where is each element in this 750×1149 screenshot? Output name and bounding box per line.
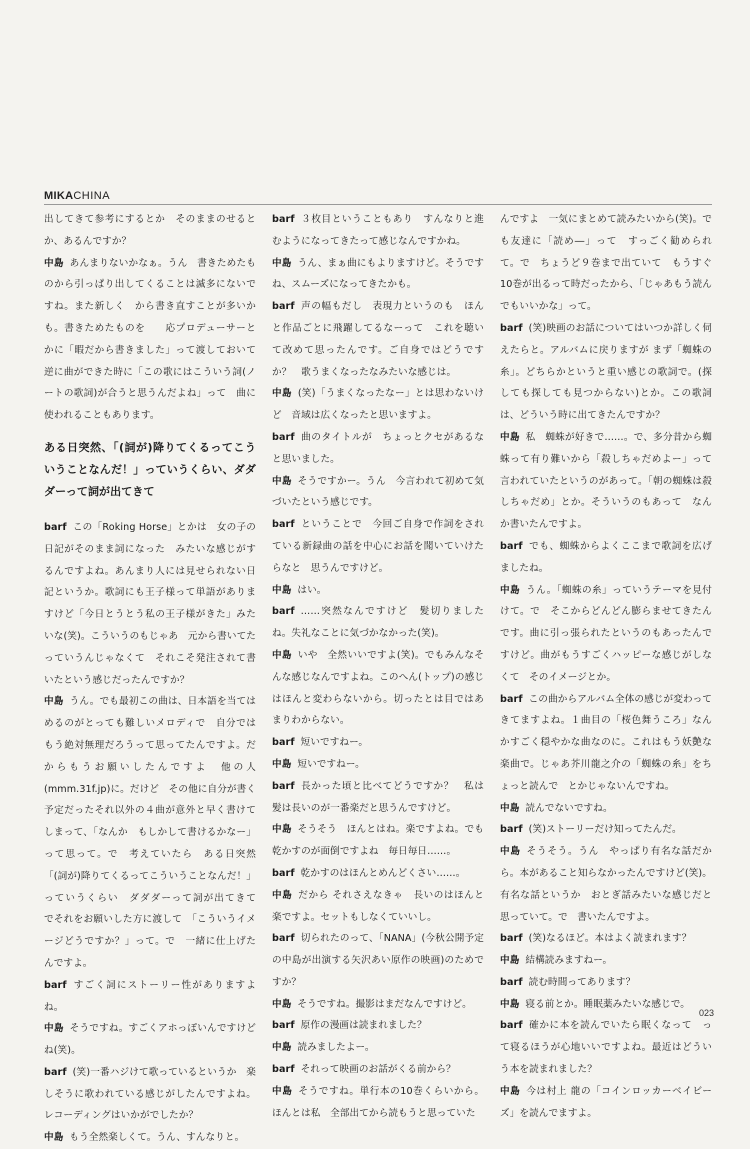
interview-paragraph: [272, 383, 484, 427]
paragraph-text: ……突然なんですけど 髪切りましたね。失礼なことに気づかなかった(笑)。: [272, 606, 484, 640]
paragraph-text: (笑)一番ハジけて歌っているというか 楽しそうに歌われている感じがしたんですよね。レコーディングはいかがでしたか？: [44, 1066, 256, 1122]
speaker-label: barf: [272, 1064, 295, 1076]
page-number: 023: [698, 1008, 714, 1018]
paragraph-text: いや 全然いいですよ(笑)。でもみんなそんな感じなんですよね。このへん(トップ)の感じはほんと変わらないから。切ったとは目ではあまりわからない。: [272, 649, 484, 727]
paragraph-text: それって映画のお話がくる前から？: [300, 1064, 456, 1076]
interview-paragraph: [500, 689, 712, 798]
speaker-label: barf: [500, 693, 523, 705]
column-2: [272, 209, 494, 1124]
paragraph-text: 曲のタイトルが ちょっとクセがあるなと思いました。: [272, 431, 484, 465]
paragraph-text: 声の幅もだし 表現力というのも ほんと作品ごとに飛躍してるなーって これを聴いて改めて思ったんです。ご自身ではどうですか？ 歌うまくなったなみたいな感じは。: [272, 301, 484, 378]
paragraph-text: 確かに本を読んでいたら眠くなって って寝るほうが心地いいですよね。最近はどういう本を読まれました？: [500, 1020, 712, 1076]
interview-paragraph: [272, 253, 484, 297]
speaker-label: 中島: [272, 758, 292, 770]
paragraph-text: 出してきて参考にするとか そのままのせるとか、あるんですか？: [44, 214, 256, 247]
paragraph-text: 原作の漫画は読まれました？: [300, 1020, 427, 1032]
speaker-label: 中島: [44, 1132, 64, 1144]
interview-paragraph: [500, 209, 712, 318]
paragraph-text: もう全然楽しくて。うん、すんなりと。: [69, 1132, 245, 1144]
speaker-label: barf: [272, 431, 295, 443]
interview-paragraph: [44, 1062, 256, 1127]
speaker-label: 中島: [500, 431, 520, 443]
interview-paragraph: [44, 1127, 256, 1149]
paragraph-text: うん、まぁ曲にもよりますけど。そうですね、スムーズになってきたかも。: [272, 257, 484, 291]
paragraph-text: この「Roking Horse」とかは 女の子の日記がそのまま詞になった みたいな感じがするんですよね。あんまり人には見せられない日記というか。歌詞にも王子様って単語がありますけど「今日とうとう私の王子様がきた」みたいな(笑)。こういうのもじゃあ 元から書いてたっていうんじゃなくて それこそ発注されて書いたという感じだったんですか？: [44, 521, 256, 686]
speaker-label: barf: [272, 214, 295, 225]
paragraph-text: (笑)「うまくなったなー」とは思わないけど 音域は広くなったと思いますよ。: [272, 388, 484, 422]
interview-paragraph: [272, 601, 484, 645]
speaker-label: 中島: [500, 584, 521, 596]
speaker-label: barf: [272, 780, 295, 792]
paragraph-text: でも、蜘蛛からよくここまで歌詞を広げましたね。: [500, 540, 712, 574]
interview-paragraph: [500, 580, 712, 689]
interview-paragraph: [500, 536, 712, 580]
speaker-label: 中島: [272, 1042, 292, 1054]
interview-paragraph: [44, 691, 266, 974]
interview-paragraph: [272, 1037, 484, 1059]
interview-paragraph: [500, 972, 712, 994]
paragraph-text: この曲からアルバム全体の感じが変わってきてますよね。１曲目の「桜色舞うころ」なんかすごく穏やかな曲なのに。これはもう妖艶な楽曲で。じゃあ芥川龍之介の「蜘蛛の糸」をちょっと読んで とかじゃないんですね。: [500, 693, 712, 792]
paragraph-text: (笑)ストーリーだけ知ってたんだ。: [528, 824, 682, 836]
interview-paragraph: [272, 819, 494, 863]
speaker-label: barf: [272, 1020, 295, 1032]
paragraph-text: 短いですねー。: [297, 758, 365, 770]
speaker-label: 中島: [272, 388, 292, 400]
column-3: [500, 209, 712, 1124]
magazine-section-header: [44, 190, 110, 202]
interview-paragraph: [500, 427, 712, 536]
brand-light: CHINA: [73, 190, 111, 202]
speaker-label: 中島: [500, 1085, 521, 1097]
column-1: [44, 209, 266, 1149]
speaker-label: barf: [500, 322, 523, 334]
interview-paragraph: [500, 1015, 712, 1080]
header-rule: [44, 204, 712, 205]
interview-paragraph: [272, 580, 484, 602]
paragraph-text: ３枚目ということもあり すんなりと進むようになってきたって感じなんですかね。: [272, 214, 484, 247]
interview-paragraph: [272, 863, 484, 885]
paragraph-text: 読む時間ってあります？: [528, 976, 636, 988]
speaker-label: 中島: [500, 998, 520, 1010]
interview-paragraph: [500, 798, 712, 820]
section-heading: ある日突然、「(詞が)降りてくるってこういうことなんだ！」っていうくらい、ダダダーって詞が出てきて: [44, 440, 256, 498]
paragraph-text: 切られたのって、「NANA」(今秋公開予定の中島が出演する矢沢あい原作の映画)のためですか？: [272, 933, 484, 988]
paragraph-text: んですよ 一気にまとめて読みたいから(笑)。でも友達に「読め―」って すっごく勧められて。で ちょうど９巻まで出ていて もうすぐ10巻が出るって時だったから、「じゃあもう読んでもいいかな」って。: [500, 214, 712, 313]
paragraph-text: あんまりないかなぁ。うん 書きためたものから引っぱり出してくることは滅多にないですね。また新しく から書き直すことが多いかも。書きためたものを 応プロデューサーとかに「暇だから書きました」って渡しておいて逆に曲ができた時に「この歌にはこういう詞(ノートの歌詞)が合うと思うんだよね」って 曲に使われることもあります。: [44, 257, 257, 422]
paragraph-text: そうですね。単行本の10巻くらいから。ほんとは私 全部出てから読もうと思っていた: [272, 1085, 485, 1119]
interview-paragraph: [500, 318, 712, 427]
speaker-label: 中島: [500, 802, 520, 814]
speaker-label: barf: [500, 540, 523, 552]
interview-paragraph: [44, 1018, 256, 1062]
interview-paragraph: [500, 950, 712, 972]
paragraph-text: うん。「蜘蛛の糸」っていうテーマを見付けて。で そこからどんどん膨らませてきたんです。曲に引っ張られたというのもあったんですけど。曲がもうすごくハッピーな感じがしなくて そのイメージとか。: [500, 584, 712, 683]
paragraph-text: (笑)なるほど。本はよく読まれます？: [528, 933, 692, 945]
speaker-label: barf: [44, 979, 67, 991]
interview-paragraph: [272, 514, 484, 579]
speaker-label: barf: [44, 1066, 67, 1078]
speaker-label: barf: [272, 519, 295, 531]
speaker-label: 中島: [500, 955, 520, 967]
interview-paragraph: [500, 819, 712, 841]
interview-paragraph: [272, 732, 484, 754]
paragraph-text: そうですね。すごくアホっぽいんですけどね(笑)。: [44, 1023, 256, 1057]
speaker-label: 中島: [44, 1023, 64, 1035]
paragraph-text: (笑)映画のお話についてはいつか詳しく伺えたらと。アルバムに戻りますが まず「蜘蛛の糸」。どちらかというと重い感じの歌詞で。(探しても探しても見つからない)とか。この歌詞は、どういう時に出てきたんですか？: [500, 322, 712, 422]
interview-paragraph: [44, 253, 256, 427]
speaker-label: 中島: [272, 257, 292, 269]
speaker-label: barf: [272, 301, 295, 313]
paragraph-text: 読んでないですね。: [525, 802, 613, 814]
interview-paragraph: [272, 1081, 484, 1125]
speaker-label: barf: [272, 737, 295, 749]
speaker-label: 中島: [272, 475, 292, 487]
paragraph-text: すごく詞にストーリー性がありますよね。: [44, 979, 256, 1013]
interview-paragraph: [272, 296, 484, 383]
paragraph-text: 短いですねー。: [300, 737, 369, 749]
speaker-label: barf: [500, 933, 523, 945]
paragraph-text: そうですかー。うん 今言われて初めて気づいたという感じです。: [272, 475, 484, 509]
paragraph-text: 私 蜘蛛が好きで……。で、多分昔から蜘蛛って有り難いから「殺しちゃだめよー」って言われていたというのがあって。「朝の蜘蛛は殺しちゃだめ」とか。そういうのもあって なんか書いたんですよ。: [500, 431, 712, 531]
speaker-label: barf: [500, 824, 523, 836]
speaker-label: 中島: [272, 649, 292, 661]
paragraph-text: はい。: [297, 584, 327, 596]
paragraph-text: 結構読みますねー。: [525, 955, 613, 967]
speaker-label: 中島: [44, 696, 64, 708]
interview-paragraph: [272, 1059, 484, 1081]
interview-paragraph: [272, 209, 484, 253]
paragraph-text: そうそう ほんとはね。楽ですよね。でも 乾かすのが面倒ですよね 毎日毎日……。: [272, 824, 494, 858]
paragraph-text: 乾かすのはほんとめんどくさい……。: [300, 867, 466, 879]
interview-paragraph: [44, 975, 256, 1019]
speaker-label: barf: [500, 1020, 523, 1032]
speaker-label: 中島: [272, 824, 292, 836]
paragraph-text: だから それさえなきゃ 長いのはほんと楽ですよ。セットもしなくていいし。: [272, 889, 485, 923]
brand-bold: MIKA: [44, 190, 74, 202]
interview-paragraph: [272, 427, 484, 471]
interview-paragraph: [500, 1081, 712, 1125]
speaker-label: 中島: [500, 846, 521, 858]
interview-paragraph: [272, 885, 484, 929]
paragraph-text: うん。でも最初この曲は、日本語を当てはめるのがとっても難しいメロディで 自分ではもう絶対無理だろうって思ってたんですよ。だからもうお願いしたんですよ 他の人(mmm.31f.jp)に。だけど その他に自分が書く予定だったそれ以外の４曲が意外と早く書けてしまって、「なんか もしかして書けるかなー」って思って。で 考えていたら ある日突然 「(詞が)降りてくるってこういうことなんだ！」っていうくらい ダダダーって詞が出てきて でそれをお願いした方に渡して 「こういうイメージどうですか？」って。で 一緒に仕上げたんですよ。: [44, 696, 266, 969]
paragraph-text: 長かった頃と比べてどうですか？ 私は髪は長いのが一番楽だと思うんですけど。: [272, 780, 484, 814]
interview-paragraph: [44, 209, 256, 253]
speaker-label: barf: [500, 976, 523, 988]
interview-paragraph: [500, 994, 712, 1016]
paragraph-text: そうですね。撮影はまだなんですけど。: [297, 998, 472, 1010]
interview-paragraph: [44, 517, 256, 691]
speaker-label: barf: [272, 867, 295, 879]
speaker-label: 中島: [44, 257, 64, 269]
interview-paragraph: [272, 776, 484, 820]
paragraph-text: ということで 今回ご自身で作詞をされている新録曲の話を中心にお話を聞いていけたらなと 思うんですけど。: [272, 519, 484, 574]
paragraph-text: 読みましたよー。: [297, 1042, 375, 1054]
interview-paragraph: [500, 841, 712, 928]
speaker-label: 中島: [272, 584, 292, 596]
interview-paragraph: [272, 994, 484, 1016]
speaker-label: 中島: [272, 889, 293, 901]
speaker-label: 中島: [272, 998, 292, 1010]
interview-paragraph: [272, 754, 484, 776]
interview-paragraph: [500, 928, 712, 950]
speaker-label: barf: [272, 606, 295, 618]
speaker-label: barf: [44, 521, 67, 533]
interview-paragraph: [272, 645, 484, 732]
interview-paragraph: [272, 1015, 484, 1037]
paragraph-text: そうそう。うん やっぱり有名な話だから。本があること知らなかったんですけど(笑)。有名な話というか おとぎ話みたいな感じだと思っていて。で 書いたんですよ。: [500, 846, 712, 923]
paragraph-text: 今は村上 龍の「コインロッカーベイビーズ」を読んでますよ。: [500, 1085, 712, 1119]
speaker-label: barf: [272, 933, 295, 945]
paragraph-text: 寝る前とか。睡眠薬みたいな感じで。: [525, 998, 690, 1010]
interview-paragraph: [272, 928, 484, 993]
speaker-label: 中島: [272, 1085, 293, 1097]
interview-paragraph: [272, 471, 484, 515]
